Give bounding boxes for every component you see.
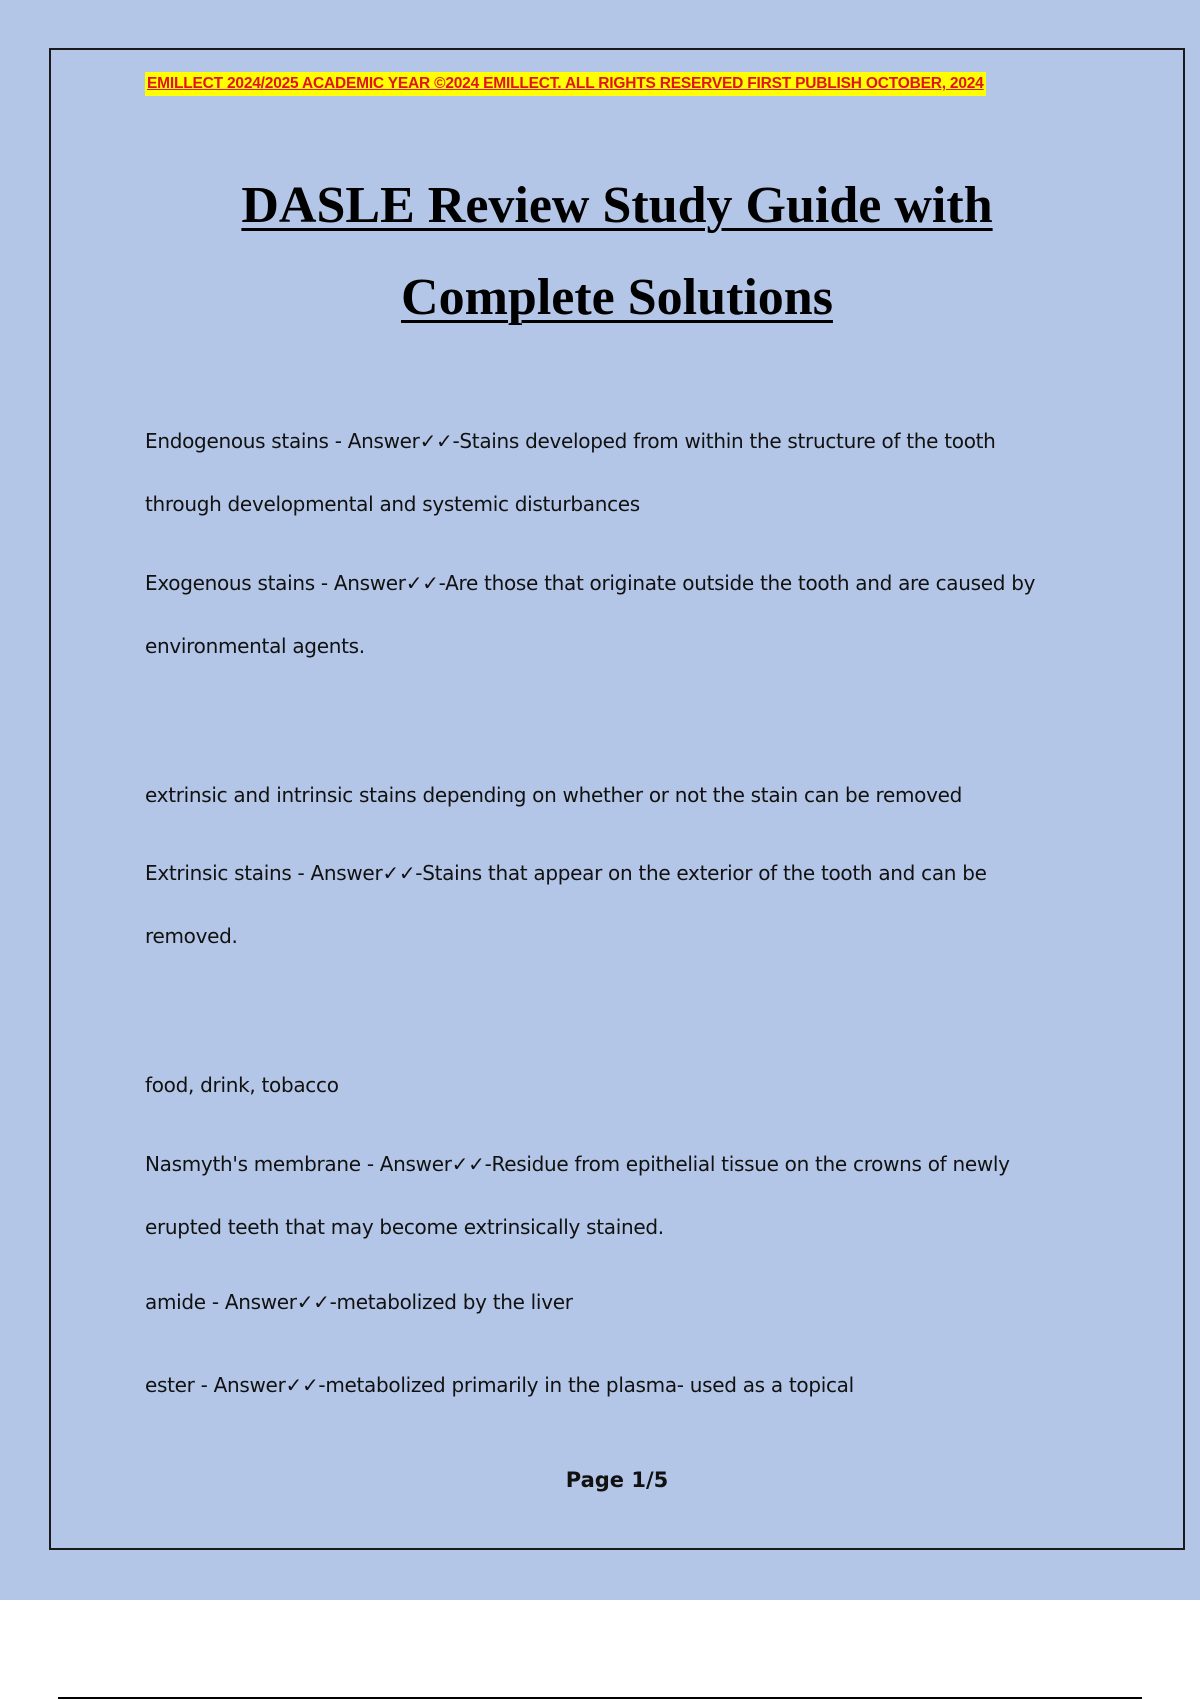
text-line-ester: ester - Answer✓✓-metabolized primarily in the plasma- used as a topical [145, 1373, 854, 1397]
next-page-divider [58, 1697, 1142, 1699]
document-title-line-2: Complete Solutions [401, 269, 833, 326]
document-title-line-1: DASLE Review Study Guide with [241, 177, 993, 234]
text-line-food-drink: food, drink, tobacco [145, 1073, 339, 1097]
text-line-extrinsic: Extrinsic stains - Answer✓✓-Stains that appear on the exterior of the tooth and can be [145, 861, 987, 885]
page-number: Page 1/5 [565, 1468, 669, 1492]
copyright-banner: EMILLECT 2024/2025 ACADEMIC YEAR ©2024 EMILLECT. ALL RIGHTS RESERVED FIRST PUBLISH OCTOBER, 2024 [145, 72, 986, 96]
text-line-endogenous-cont: through developmental and systemic disturbances [145, 492, 640, 516]
text-line-amide: amide - Answer✓✓-metabolized by the liver [145, 1290, 573, 1314]
text-line-endogenous: Endogenous stains - Answer✓✓-Stains developed from within the structure of the tooth [145, 429, 996, 453]
text-line-nasmyth: Nasmyth's membrane - Answer✓✓-Residue from epithelial tissue on the crowns of newly [145, 1152, 1010, 1176]
document-title [100, 160, 1134, 344]
text-line-exogenous-cont: environmental agents. [145, 634, 365, 658]
text-line-extrinsic-cont: removed. [145, 924, 238, 948]
text-line-nasmyth-cont: erupted teeth that may become extrinsically stained. [145, 1215, 664, 1239]
text-line-extrinsic-intrinsic: extrinsic and intrinsic stains depending on whether or not the stain can be removed [145, 783, 963, 807]
text-line-exogenous: Exogenous stains - Answer✓✓-Are those that originate outside the tooth and are caused by [145, 571, 1036, 595]
